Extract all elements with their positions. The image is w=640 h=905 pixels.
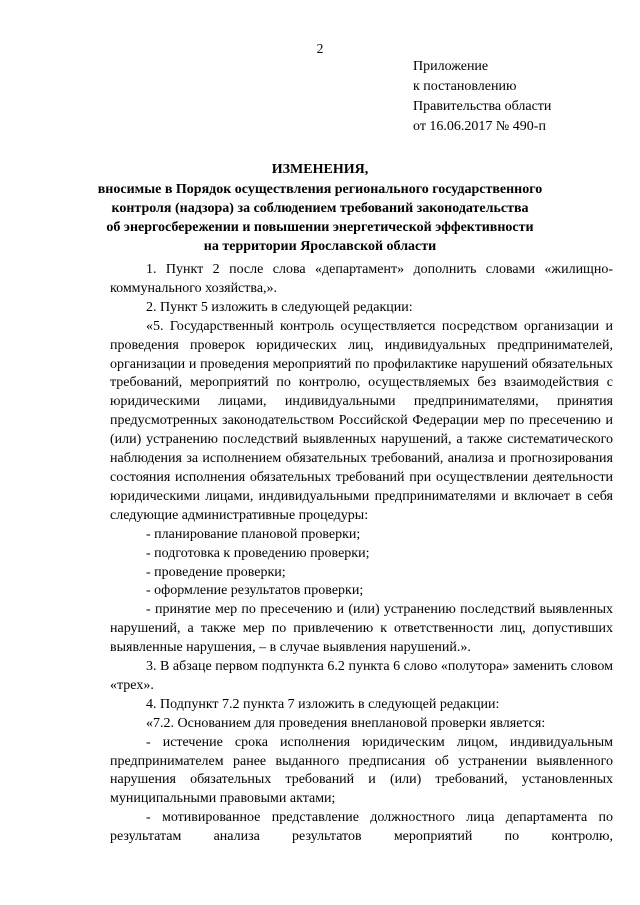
list-item: - принятие мер по пресечению и (или) устранению последствий выявленных нарушений, а также мер по привлечению к ответственности лиц, допустивших выявленные нарушения, – в случае выявления нарушений.». <box>110 602 613 656</box>
paragraph: 1. Пункт 2 после слова «департамент» дополнить словами «жилищно-коммунального хозяйства,». <box>110 262 613 296</box>
list-item: - оформление результатов проверки; <box>146 583 364 599</box>
list-item: - истечение срока исполнения юридическим лицом, индивидуальным предпринимателем ранее выданного предписания об устранении выявленного нарушения обязательных требований и (или) требований, установленных муниципальными правовыми актами; <box>110 734 613 807</box>
annex-date-number: от 16.06.2017 № 490-п <box>413 119 546 134</box>
title-line: вносимые в Порядок осуществления регионального государственного <box>97 182 543 197</box>
paragraph: 3. В абзаце первом подпункта 6.2 пункта 6 слово «полутора» заменить словом «трех». <box>110 659 613 693</box>
document-title <box>60 160 580 256</box>
annex-line: Приложение <box>413 59 489 74</box>
title-line: контроля (надзора) за соблюдением требований законодательства <box>111 201 529 216</box>
list-item: - планирование плановой проверки; <box>146 526 361 542</box>
paragraph: 2. Пункт 5 изложить в следующей редакции: <box>146 299 413 315</box>
document-body <box>110 261 613 847</box>
paragraph: «5. Государственный контроль осуществляется посредством организации и проведения проверок юридических лиц, индивидуальных предпринимателей, организации и проведения мероприятий по профилактике нарушений обязательных требований, мероприятий по контролю, осуществляемых без взаимодействия с юридическими лицами, индивидуальными предпринимателями, принятия предусмотренных законодательством Российской Федерации мер по пресечению и (или) устранению последствий выявленных нарушений, а также систематического наблюдения за исполнением обязательных требований, анализа и прогнозирования состояния исполнения обязательных требований при осуществлении деятельности юридическими лицами, индивидуальными предпринимателями и включает в себя следующие административные процедуры: <box>110 318 613 523</box>
paragraph: «7.2. Основанием для проведения внеплановой проверки является: <box>146 715 546 731</box>
list-item: - подготовка к проведению проверки; <box>146 545 370 561</box>
list-item: - мотивированное представление должностного лица департамента по результатам анализа результатов мероприятий по контролю, <box>110 810 613 845</box>
title-heading: ИЗМЕНЕНИЯ, <box>271 162 369 177</box>
annex-block <box>413 57 551 137</box>
list-item: - проведение проверки; <box>146 564 286 580</box>
annex-line: к постановлению <box>413 79 517 94</box>
page-number: 2 <box>316 41 324 56</box>
title-line: на территории Ярославской области <box>203 239 437 254</box>
title-line: об энергосбережении и повышении энергетической эффективности <box>106 220 534 235</box>
annex-line: Правительства области <box>413 99 552 114</box>
paragraph: 4. Подпункт 7.2 пункта 7 изложить в следующей редакции: <box>146 696 500 712</box>
